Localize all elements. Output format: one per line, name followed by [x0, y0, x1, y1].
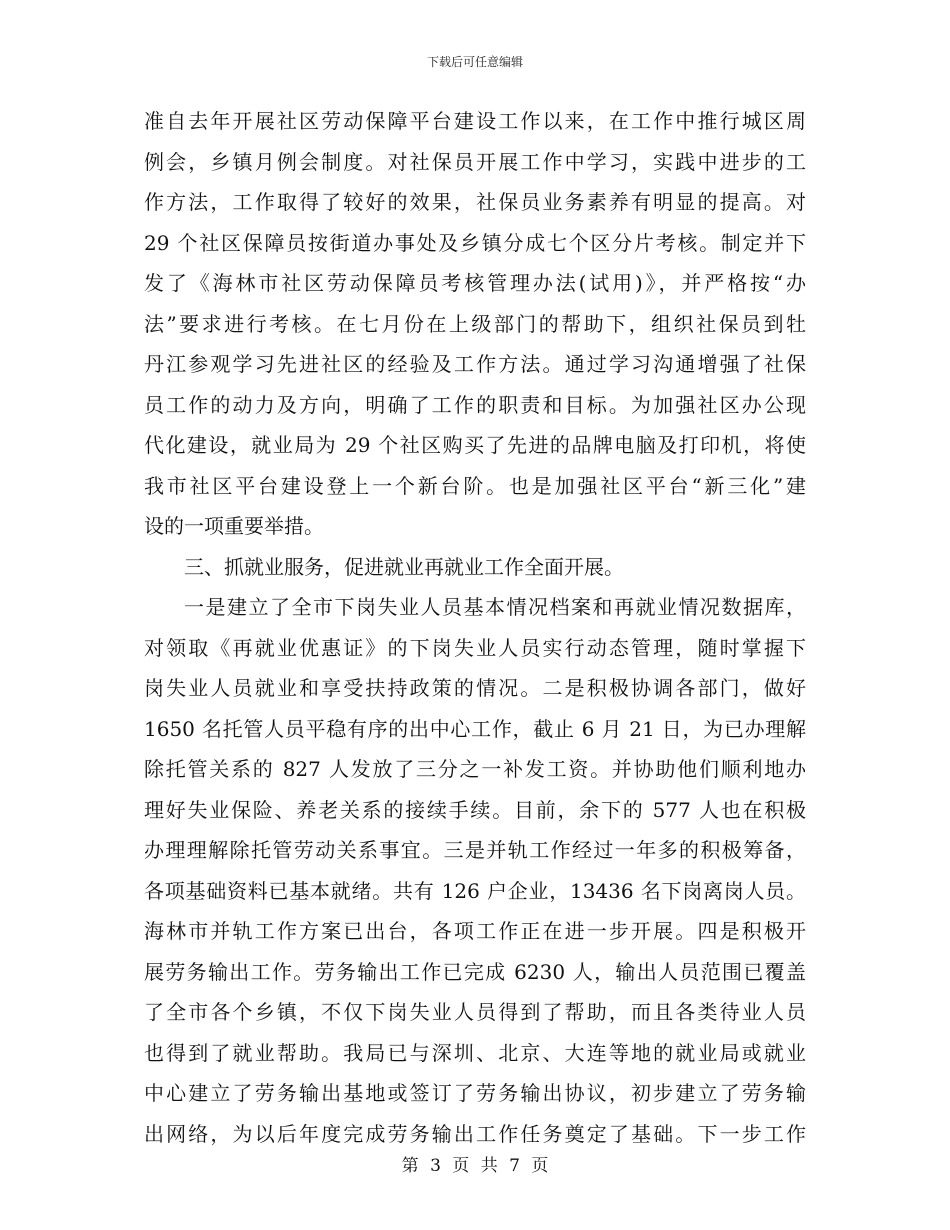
page-number: 第 3 页 共 7 页 — [401, 1156, 549, 1176]
text-line: 一是建立了全市下岗失业人员基本情况档案和再就业情况数据库， — [184, 595, 806, 619]
text-line: 除托管关系的 827 人发放了三分之一补发工资。并协助他们顺利地办 — [144, 757, 806, 781]
text-line: 也得到了就业帮助。我局已与深圳、北京、大连等地的就业局或就业 — [144, 1040, 806, 1065]
page-header: 下载后可任意编辑 — [426, 55, 523, 69]
text-line: 法”要求进行考核。在七月份在上级部门的帮助下，组织社保员到牡 — [144, 311, 806, 336]
text-line: 员工作的动力及方向，明确了工作的职责和目标。为加强社区办公现 — [144, 392, 806, 417]
text-line: 代化建设，就业局为 29 个社区购买了先进的品牌电脑及打印机，将使 — [144, 433, 806, 457]
text-line: 办理理解除托管劳动关系事宜。三是并轨工作经过一年多的积极筹备， — [144, 838, 806, 862]
text-line: 设的一项重要举措。 — [144, 514, 324, 538]
section-heading: 三、抓就业服务，促进就业再就业工作全面开展。 — [184, 554, 624, 579]
text-line: 1650 名托管人员平稳有序的出中心工作，截止 6 月 21 日，为已办理解 — [144, 716, 806, 741]
text-line: 展劳务输出工作。劳务输出工作已完成 6230 人，输出人员范围已覆盖 — [144, 959, 806, 984]
text-line: 丹江参观学习先进社区的经验及工作方法。通过学习沟通增强了社保 — [144, 352, 806, 376]
text-line: 海林市并轨工作方案已出台，各项工作正在进一步开展。四是积极开 — [144, 919, 806, 943]
text-line: 理好失业保险、养老关系的接续手续。目前，余下的 577 人也在积极 — [144, 797, 806, 822]
text-line: 29 个社区保障员按街道办事处及乡镇分成七个区分片考核。制定并下 — [144, 230, 806, 255]
document-body — [144, 101, 806, 1154]
text-line: 对领取《再就业优惠证》的下岗失业人员实行动态管理，随时掌握下 — [144, 635, 806, 660]
text-line: 中心建立了劳务输出基地或签订了劳务输出协议，初步建立了劳务输 — [144, 1081, 806, 1105]
text-line: 我市社区平台建设登上一个新台阶。也是加强社区平台“新三化”建 — [144, 473, 806, 498]
text-line: 例会，乡镇月例会制度。对社保员开展工作中学习，实践中进步的工 — [144, 149, 806, 174]
text-line: 发了《海林市社区劳动保障员考核管理办法(试用)》，并严格按“办 — [144, 271, 806, 295]
text-line: 各项基础资料已基本就绪。共有 126 户企业，13436 名下岗离岗人员。 — [144, 878, 806, 903]
text-line: 了全市各个乡镇，不仅下岗失业人员得到了帮助，而且各类待业人员 — [144, 1000, 806, 1024]
text-line: 准自去年开展社区劳动保障平台建设工作以来，在工作中推行城区周 — [144, 109, 806, 133]
text-line: 出网络，为以后年度完成劳务输出工作任务奠定了基础。下一步工作 — [144, 1121, 806, 1146]
text-line: 作方法，工作取得了较好的效果，社保员业务素养有明显的提高。对 — [144, 190, 806, 214]
text-line: 岗失业人员就业和享受扶持政策的情况。二是积极协调各部门，做好 — [144, 676, 806, 700]
